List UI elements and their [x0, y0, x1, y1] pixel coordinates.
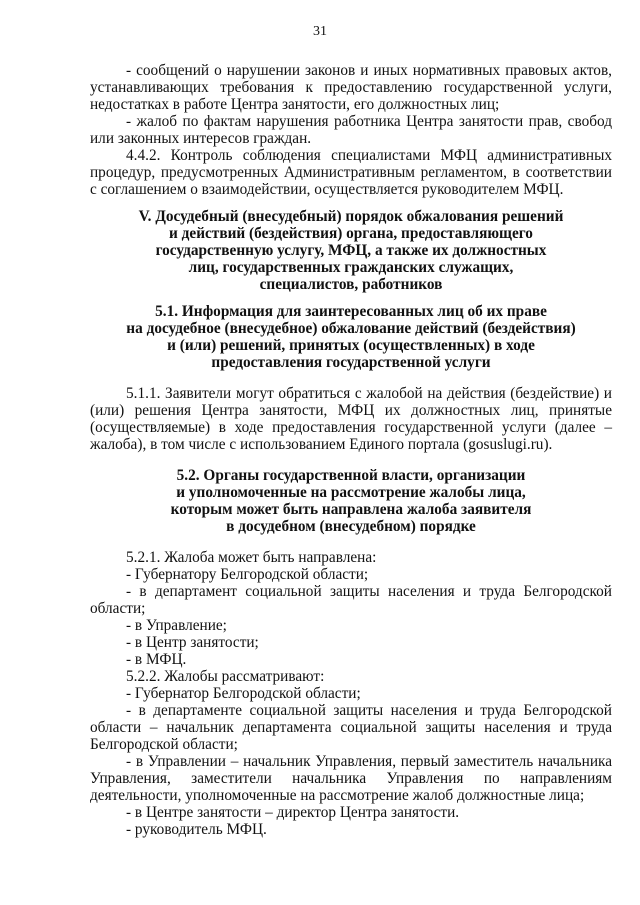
list-item-employment-center: - в Центр занятости; [126, 634, 259, 651]
paragraph-4-4-2: 4.4.2. Контроль соблюдения специалистами МФЦ административных процедур, предусмотренных Административным регламентом, в соответствии с соглашением о взаимодействии, осуществляется руководителем МФЦ. [90, 147, 612, 198]
section-5-2-heading-line: 5.2. Органы государственной власти, организации [176, 467, 526, 484]
list-item-employment-center: - в Центре занятости – директор Центра занятости. [126, 804, 460, 821]
section-5-2-heading-line: в досудебном (внесудебном) порядке [226, 518, 476, 535]
paragraph-5-1-1: 5.1.1. Заявители могут обратиться с жалобой на действия (бездействие) и (или) решения Центра занятости, МФЦ их должностных лиц, принятые (осуществляемые) в ходе предоставления государственной услуги (далее – жалоба), в том числе с использованием Единого портала (gosuslugi.ru). [90, 385, 612, 453]
section-5-heading-line: и действий (бездействия) органа, предоставляющего [169, 225, 533, 242]
section-5-1-heading-line: 5.1. Информация для заинтересованных лиц об их праве [155, 303, 547, 320]
paragraph-complaints-violations: - жалоб по фактам нарушения работника Центра занятости прав, свобод или законных интересов граждан. [90, 113, 612, 147]
list-item-governor: - Губернатору Белгородской области; [126, 566, 369, 583]
section-5-heading-line: V. Досудебный (внесудебный) порядок обжалования решений [138, 208, 564, 225]
section-5-heading-line: лиц, государственных гражданских служащих, [188, 259, 514, 276]
list-item-department: - в департамент социальной защиты населения и труда Белгородской области; [90, 583, 612, 617]
page-number: 31 [313, 24, 327, 39]
list-item-administration: - в Управление; [126, 617, 227, 634]
section-5-2-heading-line: и уполномоченные на рассмотрение жалобы лица, [176, 484, 526, 501]
section-5-heading-line: государственную услугу, МФЦ, а также их должностных [155, 242, 547, 259]
section-5-heading-line: специалистов, работников [259, 276, 443, 293]
section-5-1-heading-line: предоставления государственной услуги [211, 354, 491, 371]
list-item-administration: - в Управлении – начальник Управления, первый заместитель начальника Управления, заместители начальника Управления по направлениям деятельности, уполномоченные на рассмотрение жалоб должностные лица; [90, 753, 612, 804]
list-item-mfc: - в МФЦ. [126, 651, 187, 668]
section-5-2-heading [90, 467, 612, 535]
paragraph-violations-reports: - сообщений о нарушении законов и иных нормативных правовых актов, устанавливающих требования к предоставлению государственной услуги, недостатках в работе Центра занятости, его должностных лиц; [90, 62, 612, 113]
list-item-governor: - Губернатор Белгородской области; [126, 685, 361, 702]
section-5-1-heading [90, 303, 612, 371]
document-body [90, 62, 612, 838]
section-5-2-heading-line: которым может быть направлена жалоба заявителя [170, 501, 532, 518]
list-item-mfc: - руководитель МФЦ. [126, 821, 267, 838]
section-5-1-heading-line: и (или) решений, принятых (осуществленных) в ходе [167, 337, 535, 354]
paragraph-5-2-2: 5.2.2. Жалобы рассматривают: [126, 668, 325, 685]
section-5-1-heading-line: на досудебное (внесудебное) обжалование действий (бездействия) [126, 320, 576, 337]
paragraph-5-2-1: 5.2.1. Жалоба может быть направлена: [126, 549, 377, 566]
section-5-heading [90, 208, 612, 293]
list-item-department: - в департаменте социальной защиты населения и труда Белгородской области – начальник департамента социальной защиты населения и труда Белгородской области; [90, 702, 612, 753]
